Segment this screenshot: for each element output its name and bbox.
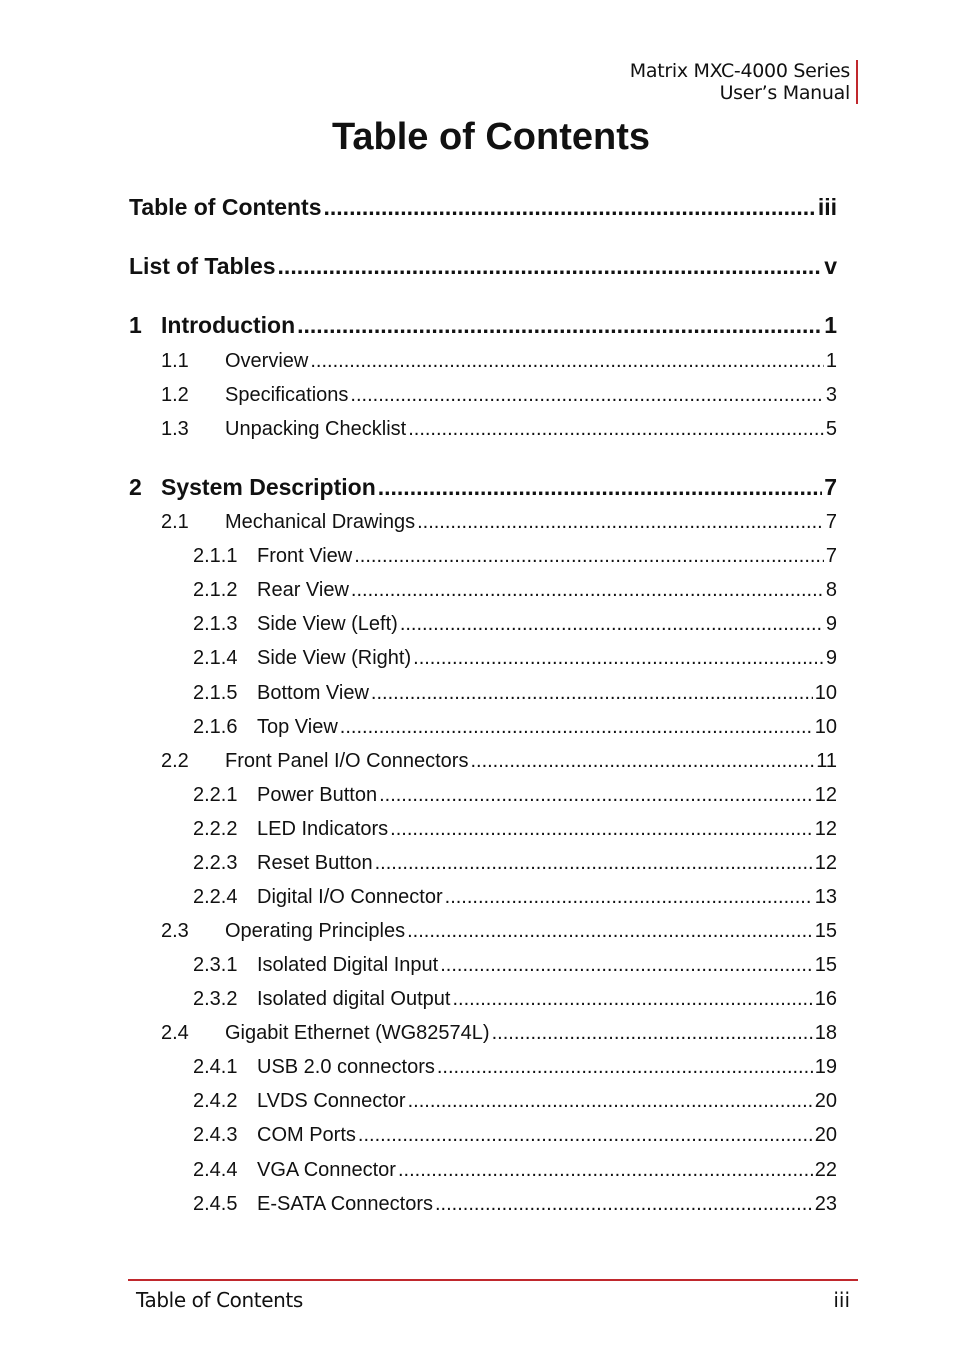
toc-entry-gigabit-ethernet[interactable] bbox=[161, 1022, 837, 1045]
toc-entry-power-button[interactable] bbox=[193, 784, 837, 807]
toc-entry-text: Overview bbox=[225, 350, 309, 372]
toc-entry-page: v bbox=[824, 253, 837, 279]
toc-entry-page: 1 bbox=[824, 312, 837, 338]
header-product: Matrix MXC-4000 Series bbox=[629, 60, 850, 82]
toc-entry-page: iii bbox=[817, 194, 837, 220]
toc-entry-table-of-contents[interactable] bbox=[129, 194, 837, 221]
toc-entry-text: Table of Contents bbox=[129, 194, 322, 220]
toc-entry-list-of-tables[interactable] bbox=[129, 253, 837, 280]
toc-entry-vga-connector[interactable] bbox=[193, 1159, 837, 1182]
toc-entry-page: 23 bbox=[814, 1193, 837, 1215]
toc-entry-text: Isolated Digital Input bbox=[257, 954, 439, 976]
toc-entry-front-panel-io[interactable] bbox=[161, 750, 837, 773]
toc-entry-number: 1 bbox=[129, 312, 142, 338]
toc-entry-isolated-digital-output[interactable] bbox=[193, 988, 837, 1011]
toc-entry-side-view-right[interactable] bbox=[193, 647, 837, 670]
toc-entry-usb-connectors[interactable] bbox=[193, 1056, 837, 1079]
toc-entry-page: 15 bbox=[814, 920, 837, 942]
toc-entry-digital-io-connector[interactable] bbox=[193, 886, 837, 909]
toc-entry-bottom-view[interactable] bbox=[193, 682, 837, 705]
toc-entry-text: VGA Connector bbox=[257, 1159, 396, 1181]
toc-entry-page: 20 bbox=[814, 1124, 837, 1146]
page-title: Table of Contents bbox=[331, 116, 651, 158]
toc-entry-front-view[interactable] bbox=[193, 545, 837, 568]
toc-entry-number: 2.1 bbox=[161, 511, 189, 533]
toc-entry-text: Front Panel I/O Connectors bbox=[225, 750, 469, 772]
toc-entry-text: USB 2.0 connectors bbox=[257, 1056, 435, 1078]
toc-entry-number: 2.4.5 bbox=[193, 1193, 238, 1215]
toc-entry-page: 13 bbox=[814, 886, 837, 908]
toc-entry-page: 16 bbox=[814, 988, 837, 1010]
toc-entry-text: Reset Button bbox=[257, 852, 373, 874]
toc-entry-page: 5 bbox=[825, 418, 837, 440]
toc-entry-text: LED Indicators bbox=[257, 818, 389, 840]
toc-entry-number: 2.2.4 bbox=[193, 886, 238, 908]
toc-entry-overview[interactable] bbox=[161, 350, 837, 373]
toc-entry-text: Unpacking Checklist bbox=[225, 418, 407, 440]
toc-entry-number: 2.4.1 bbox=[193, 1056, 238, 1078]
toc-entry-page: 20 bbox=[814, 1090, 837, 1112]
toc-entry-page: 9 bbox=[825, 647, 837, 669]
toc-entry-page: 12 bbox=[814, 784, 837, 806]
footer-section-name: Table of Contents bbox=[136, 1288, 303, 1312]
toc-entry-number: 2.4.3 bbox=[193, 1124, 238, 1146]
footer-divider bbox=[128, 1279, 858, 1281]
toc-entry-number: 2.4.2 bbox=[193, 1090, 238, 1112]
toc-entry-number: 2.1.2 bbox=[193, 579, 238, 601]
toc-entry-text: System Description bbox=[161, 474, 376, 500]
toc-entry-page: 1 bbox=[825, 350, 837, 372]
toc-entry-page: 19 bbox=[814, 1056, 837, 1078]
toc-entry-page: 18 bbox=[814, 1022, 837, 1044]
toc-entry-text: Rear View bbox=[257, 579, 349, 601]
toc-entry-text: COM Ports bbox=[257, 1124, 356, 1146]
toc-entry-number: 2.3.2 bbox=[193, 988, 238, 1010]
toc-entry-text: Bottom View bbox=[257, 682, 369, 704]
toc-entry-text: Gigabit Ethernet (WG82574L) bbox=[225, 1022, 490, 1044]
toc-entry-page: 8 bbox=[825, 579, 837, 601]
toc-entry-page: 7 bbox=[825, 545, 837, 567]
toc-entry-number: 2.2.1 bbox=[193, 784, 238, 806]
toc-entry-page: 7 bbox=[824, 474, 837, 500]
toc-entry-text: Side View (Left) bbox=[257, 613, 398, 635]
toc-entry-unpacking-checklist[interactable] bbox=[161, 418, 837, 441]
toc-entry-page: 10 bbox=[814, 716, 837, 738]
toc-entry-text: Front View bbox=[257, 545, 353, 567]
toc-entry-top-view[interactable] bbox=[193, 716, 837, 739]
toc-entry-number: 1.1 bbox=[161, 350, 189, 372]
toc-entry-text: Top View bbox=[257, 716, 338, 738]
toc-entry-page: 15 bbox=[814, 954, 837, 976]
header-doc-type: User’s Manual bbox=[719, 82, 850, 104]
toc-entry-reset-button[interactable] bbox=[193, 852, 837, 875]
toc-entry-lvds-connector[interactable] bbox=[193, 1090, 837, 1113]
toc-entry-led-indicators[interactable] bbox=[193, 818, 837, 841]
toc-entry-text: Isolated digital Output bbox=[257, 988, 451, 1010]
toc-entry-page: 9 bbox=[825, 613, 837, 635]
toc-entry-page: 7 bbox=[825, 511, 837, 533]
toc-entry-e-sata-connectors[interactable] bbox=[193, 1193, 837, 1216]
toc-entry-text: List of Tables bbox=[129, 253, 276, 279]
toc-entry-text: E-SATA Connectors bbox=[257, 1193, 433, 1215]
toc-entry-text: Introduction bbox=[161, 312, 296, 338]
toc-entry-number: 2.4.4 bbox=[193, 1159, 238, 1181]
toc-entry-page: 12 bbox=[814, 818, 837, 840]
toc-entry-page: 10 bbox=[814, 682, 837, 704]
toc-entry-text: Digital I/O Connector bbox=[257, 886, 443, 908]
toc-entry-number: 2.3.1 bbox=[193, 954, 238, 976]
toc-entry-page: 12 bbox=[814, 852, 837, 874]
toc-entry-number: 2.2 bbox=[161, 750, 189, 772]
toc-entry-number: 2.1.3 bbox=[193, 613, 238, 635]
toc-entry-com-ports[interactable] bbox=[193, 1124, 837, 1147]
toc-entry-page: 11 bbox=[816, 750, 837, 772]
toc-entry-system-description[interactable] bbox=[129, 474, 837, 501]
toc-entry-number: 1.2 bbox=[161, 384, 189, 406]
toc-entry-side-view-left[interactable] bbox=[193, 613, 837, 636]
toc-entry-text: LVDS Connector bbox=[257, 1090, 406, 1112]
toc-entry-text: Specifications bbox=[225, 384, 349, 406]
toc-entry-number: 2.2.3 bbox=[193, 852, 238, 874]
toc-entry-text: Mechanical Drawings bbox=[225, 511, 416, 533]
toc-entry-text: Power Button bbox=[257, 784, 378, 806]
toc-entry-rear-view[interactable] bbox=[193, 579, 837, 602]
footer-page-number: iii bbox=[833, 1288, 850, 1312]
toc-entry-number: 2.1.4 bbox=[193, 647, 238, 669]
toc-entry-number: 2.1.5 bbox=[193, 682, 238, 704]
toc-entry-page: 22 bbox=[814, 1159, 837, 1181]
toc-entry-text: Side View (Right) bbox=[257, 647, 412, 669]
toc-entry-text: Operating Principles bbox=[225, 920, 406, 942]
toc-entry-number: 2 bbox=[129, 474, 142, 500]
toc-entry-specifications[interactable] bbox=[161, 384, 837, 407]
toc-entry-isolated-digital-input[interactable] bbox=[193, 954, 837, 977]
toc-entry-page: 3 bbox=[825, 384, 837, 406]
toc-entry-operating-principles[interactable] bbox=[161, 920, 837, 943]
toc-entry-mechanical-drawings[interactable] bbox=[161, 511, 837, 534]
toc-entry-number: 2.1.6 bbox=[193, 716, 238, 738]
toc-entry-number: 2.3 bbox=[161, 920, 189, 942]
toc-entry-number: 2.4 bbox=[161, 1022, 189, 1044]
toc-entry-introduction[interactable] bbox=[129, 312, 837, 339]
toc-entry-number: 2.1.1 bbox=[193, 545, 238, 567]
toc-entry-number: 1.3 bbox=[161, 418, 189, 440]
toc-entry-number: 2.2.2 bbox=[193, 818, 238, 840]
